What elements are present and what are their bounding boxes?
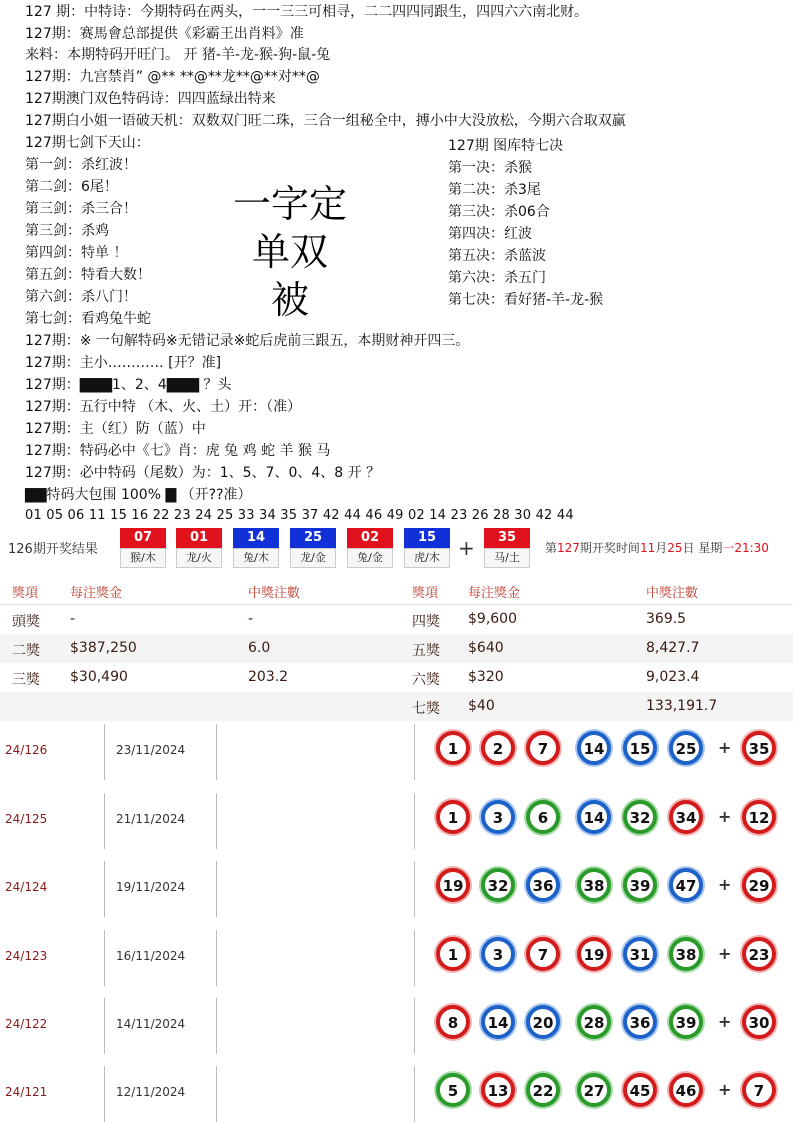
prize-header: 獎項 bbox=[12, 586, 39, 601]
left-col-line: 127期七剑下天山： bbox=[25, 135, 150, 151]
lottery-ball: 7 bbox=[526, 731, 560, 765]
result-chip bbox=[347, 528, 393, 570]
next-draw-period: 127 bbox=[557, 541, 580, 555]
lottery-ball: 20 bbox=[526, 1005, 560, 1039]
divider bbox=[104, 998, 105, 1054]
result-bar-title: 126期开奖结果 bbox=[8, 542, 98, 557]
prize-cell: 9,023.4 bbox=[646, 669, 700, 685]
left-col-line: 第六剑：杀八门！ bbox=[25, 289, 137, 305]
draw-period: 24/124 bbox=[5, 880, 48, 894]
divider bbox=[414, 793, 415, 849]
result-chip bbox=[290, 528, 336, 570]
special-ball: 29 bbox=[742, 868, 776, 902]
lottery-ball: 15 bbox=[623, 731, 657, 765]
history-row bbox=[0, 718, 793, 786]
right-col-line: 127期 图库特七决 bbox=[448, 138, 564, 154]
chip-zodiac: 兔/木 bbox=[233, 548, 279, 568]
chip-number: 35 bbox=[484, 528, 530, 548]
divider bbox=[414, 724, 415, 780]
lottery-ball: 25 bbox=[669, 731, 703, 765]
prize-cell: 六獎 bbox=[412, 672, 440, 688]
text-line: 来料：本期特码开旺门。 开 猪-羊-龙-猴-狗-鼠-兔 bbox=[25, 47, 331, 63]
history-row bbox=[0, 924, 793, 992]
big-title-line-1: 一字定单双 bbox=[232, 182, 347, 274]
plus-sign: + bbox=[718, 875, 732, 894]
prize-cell: $40 bbox=[468, 698, 495, 714]
big-title bbox=[215, 180, 365, 324]
chip-zodiac: 龙/火 bbox=[176, 548, 222, 568]
divider bbox=[414, 1066, 415, 1122]
left-col-line: 第一剑：杀红波！ bbox=[25, 157, 137, 173]
special-chip bbox=[484, 528, 530, 570]
prize-cell: $30,490 bbox=[70, 669, 128, 685]
next-draw-day-unit: 日 星期 bbox=[682, 541, 723, 555]
lottery-ball: 36 bbox=[526, 868, 560, 902]
prize-row bbox=[0, 605, 793, 634]
result-chip bbox=[404, 528, 450, 570]
prize-header: 每注獎金 bbox=[468, 586, 521, 601]
right-col-line: 第三决：杀06合 bbox=[448, 204, 550, 220]
text-line: ▇▇特码大包围 100% ▇ （开??准） bbox=[25, 487, 252, 503]
plus-sign: + bbox=[718, 1012, 732, 1031]
prize-cell: 6.0 bbox=[248, 640, 271, 656]
lottery-ball: 34 bbox=[669, 800, 703, 834]
text-line: 127 期：中特诗：今期特码在两头，一一三三可相寻，二二四四同跟生，四四六六南北财。 bbox=[25, 4, 589, 20]
result-chip bbox=[176, 528, 222, 570]
prize-row bbox=[0, 692, 793, 721]
left-col-line: 第五剑：特看大数！ bbox=[25, 267, 151, 283]
prize-cell: $640 bbox=[468, 640, 504, 656]
prize-cell: 五獎 bbox=[412, 643, 440, 659]
prize-cell: $9,600 bbox=[468, 611, 517, 627]
prize-cell: $320 bbox=[468, 669, 504, 685]
result-bar bbox=[0, 526, 793, 572]
draw-period: 24/126 bbox=[5, 743, 48, 757]
text-line: 127期：※ 一句解特码※无错记录※蛇后虎前三跟五，本期财神开四三。 bbox=[25, 333, 470, 349]
prize-cell: 133,191.7 bbox=[646, 698, 718, 714]
chip-number: 02 bbox=[347, 528, 393, 548]
lottery-ball: 14 bbox=[481, 1005, 515, 1039]
draw-period: 24/122 bbox=[5, 1017, 48, 1031]
divider bbox=[104, 930, 105, 986]
draw-period: 24/123 bbox=[5, 949, 48, 963]
divider bbox=[414, 930, 415, 986]
draw-date: 19/11/2024 bbox=[116, 880, 186, 894]
prize-cell: 二獎 bbox=[12, 643, 40, 659]
text-line: 127期：五行中特 （木、火、土）开：（准） bbox=[25, 399, 302, 415]
draw-date: 23/11/2024 bbox=[116, 743, 186, 757]
next-draw-label: 期开奖时间 bbox=[579, 541, 640, 555]
text-line: 127期：必中特码（尾数）为：1、5、7、0、4、8 开 ？ bbox=[25, 465, 381, 481]
chip-zodiac: 猴/木 bbox=[120, 548, 166, 568]
text-line: 127期：主（红）防（蓝）中 bbox=[25, 421, 206, 437]
lottery-ball: 32 bbox=[623, 800, 657, 834]
prize-header: 每注獎金 bbox=[70, 586, 123, 601]
lottery-ball: 5 bbox=[436, 1073, 470, 1107]
divider bbox=[216, 861, 217, 917]
prize-cell: - bbox=[70, 611, 76, 627]
divider bbox=[216, 998, 217, 1054]
text-line: 127期：主小………… [开？准] bbox=[25, 355, 222, 371]
plus-sign: + bbox=[718, 944, 732, 963]
lottery-ball: 2 bbox=[481, 731, 515, 765]
left-col-line: 第四剑：特单 ！ bbox=[25, 245, 128, 261]
text-line: 127期：九宫禁肖” @** **@**龙**@**对**@ bbox=[25, 69, 320, 85]
lottery-ball: 45 bbox=[623, 1073, 657, 1107]
next-draw-time: 21:30 bbox=[734, 541, 769, 555]
plus-sign: + bbox=[718, 807, 732, 826]
lottery-ball: 39 bbox=[669, 1005, 703, 1039]
lottery-ball: 1 bbox=[436, 937, 470, 971]
divider bbox=[104, 1066, 105, 1122]
history-row bbox=[0, 787, 793, 855]
lottery-ball: 3 bbox=[481, 800, 515, 834]
chip-zodiac: 马/土 bbox=[484, 548, 530, 568]
prize-cell: 頭獎 bbox=[12, 614, 40, 630]
special-ball: 23 bbox=[742, 937, 776, 971]
special-ball: 30 bbox=[742, 1005, 776, 1039]
draw-period: 24/125 bbox=[5, 812, 48, 826]
draw-date: 21/11/2024 bbox=[116, 812, 186, 826]
lottery-ball: 22 bbox=[526, 1073, 560, 1107]
draw-date: 14/11/2024 bbox=[116, 1017, 186, 1031]
right-col-line: 第七决：看好猪-羊-龙-猴 bbox=[448, 292, 604, 308]
text-line: 127期白小姐一语破天机：双数双门旺二珠，三合一组秘全中，搏小中大没放松，今期六合取双赢 bbox=[25, 113, 626, 129]
chip-number: 01 bbox=[176, 528, 222, 548]
prize-row bbox=[0, 634, 793, 663]
lottery-ball: 1 bbox=[436, 800, 470, 834]
plus-sign: + bbox=[458, 536, 475, 560]
plus-sign: + bbox=[718, 738, 732, 757]
divider bbox=[216, 1066, 217, 1122]
divider bbox=[216, 724, 217, 780]
history-row bbox=[0, 1060, 793, 1122]
lottery-ball: 32 bbox=[481, 868, 515, 902]
text-line: 127期：▇▇▇1、2、4▇▇▇ ？头 bbox=[25, 377, 232, 393]
prize-header: 獎項 bbox=[412, 586, 439, 601]
chip-zodiac: 龙/金 bbox=[290, 548, 336, 568]
next-draw-prefix: 第 bbox=[545, 541, 558, 555]
chip-number: 15 bbox=[404, 528, 450, 548]
text-line: 127期：赛馬會总部提供《彩霸王出肖料》准 bbox=[25, 26, 304, 42]
text-line: 127期：特码必中《七》肖：虎 兔 鸡 蛇 羊 猴 马 bbox=[25, 443, 331, 459]
lottery-ball: 28 bbox=[577, 1005, 611, 1039]
next-draw-weekday: 一 bbox=[722, 541, 735, 555]
prize-cell: 369.5 bbox=[646, 611, 687, 627]
prize-cell: $387,250 bbox=[70, 640, 137, 656]
prize-table bbox=[0, 576, 793, 721]
right-col-line: 第六决：杀五门 bbox=[448, 270, 546, 286]
prize-cell: 8,427.7 bbox=[646, 640, 700, 656]
prize-header: 中獎注數 bbox=[248, 586, 301, 601]
next-draw-day: 25 bbox=[667, 541, 683, 555]
right-col-line: 第五决：杀蓝波 bbox=[448, 248, 546, 264]
special-ball: 12 bbox=[742, 800, 776, 834]
lottery-ball: 47 bbox=[669, 868, 703, 902]
left-col-line: 第三剑：杀三合！ bbox=[25, 201, 137, 217]
chip-number: 25 bbox=[290, 528, 336, 548]
next-draw-info bbox=[545, 539, 769, 556]
lottery-ball: 3 bbox=[481, 937, 515, 971]
lottery-ball: 38 bbox=[669, 937, 703, 971]
prize-cell: 203.2 bbox=[248, 669, 289, 685]
lottery-ball: 7 bbox=[526, 937, 560, 971]
lottery-ball: 39 bbox=[623, 868, 657, 902]
number-strip: 01 05 06 11 15 16 22 23 24 25 33 34 35 37 42 44 46 49 02 14 23 26 28 30 42 44 bbox=[25, 508, 574, 523]
result-chip bbox=[233, 528, 279, 570]
result-chip bbox=[120, 528, 166, 570]
divider bbox=[104, 861, 105, 917]
lottery-ball: 27 bbox=[577, 1073, 611, 1107]
special-ball: 7 bbox=[742, 1073, 776, 1107]
right-col-line: 第一决：杀猴 bbox=[448, 160, 532, 176]
chip-zodiac: 兔/金 bbox=[347, 548, 393, 568]
divider bbox=[216, 930, 217, 986]
divider bbox=[414, 861, 415, 917]
text-line: 127期澳门双色特码诗：四四蓝绿出特来 bbox=[25, 91, 276, 107]
chip-number: 14 bbox=[233, 528, 279, 548]
history-row bbox=[0, 855, 793, 923]
divider bbox=[216, 793, 217, 849]
prize-cell: - bbox=[248, 611, 254, 627]
left-col-line: 第二剑：6尾！ bbox=[25, 179, 118, 195]
lottery-ball: 31 bbox=[623, 937, 657, 971]
lottery-ball: 6 bbox=[526, 800, 560, 834]
prize-cell: 七獎 bbox=[412, 701, 440, 717]
divider bbox=[414, 998, 415, 1054]
special-ball: 35 bbox=[742, 731, 776, 765]
next-draw-month: 11 bbox=[639, 541, 656, 555]
lottery-ball: 38 bbox=[577, 868, 611, 902]
left-col-line: 第三剑：杀鸡 bbox=[25, 223, 109, 239]
right-col-line: 第四决：红波 bbox=[448, 226, 532, 242]
prize-cell: 四獎 bbox=[412, 614, 440, 630]
draw-date: 12/11/2024 bbox=[116, 1085, 186, 1099]
plus-sign: + bbox=[718, 1080, 732, 1099]
chip-zodiac: 虎/木 bbox=[404, 548, 450, 568]
prize-header: 中獎注數 bbox=[646, 586, 699, 601]
lottery-ball: 14 bbox=[577, 731, 611, 765]
lottery-ball: 19 bbox=[436, 868, 470, 902]
draw-date: 16/11/2024 bbox=[116, 949, 186, 963]
history-row bbox=[0, 992, 793, 1060]
right-col-line: 第二决：杀3尾 bbox=[448, 182, 541, 198]
divider bbox=[104, 793, 105, 849]
lottery-ball: 8 bbox=[436, 1005, 470, 1039]
lottery-ball: 1 bbox=[436, 731, 470, 765]
chip-number: 07 bbox=[120, 528, 166, 548]
left-col-line: 第七剑：看鸡兔牛蛇 bbox=[25, 311, 151, 327]
lottery-ball: 13 bbox=[481, 1073, 515, 1107]
lottery-ball: 19 bbox=[577, 937, 611, 971]
prize-row bbox=[0, 663, 793, 692]
prize-cell: 三獎 bbox=[12, 672, 40, 688]
divider bbox=[104, 724, 105, 780]
big-title-line-2: 被 bbox=[270, 278, 309, 322]
next-draw-month-unit: 月 bbox=[655, 541, 668, 555]
draw-period: 24/121 bbox=[5, 1085, 48, 1099]
lottery-ball: 46 bbox=[669, 1073, 703, 1107]
lottery-ball: 14 bbox=[577, 800, 611, 834]
lottery-ball: 36 bbox=[623, 1005, 657, 1039]
